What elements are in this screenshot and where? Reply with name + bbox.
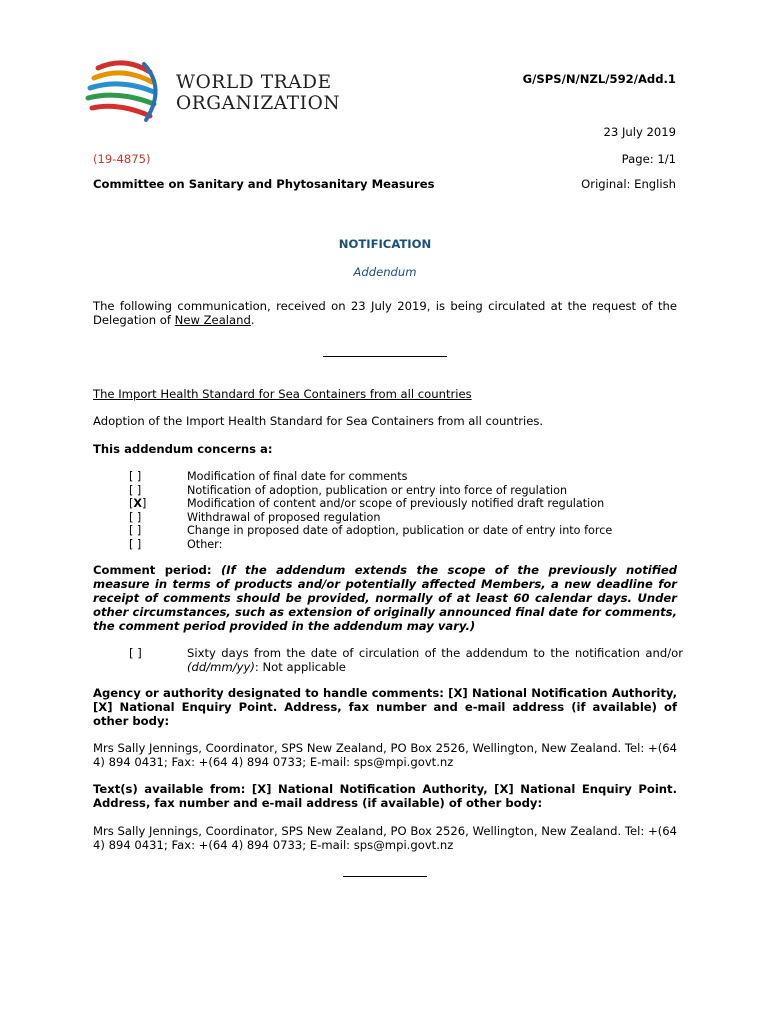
texts-available-heading: Text(s) available from: [X] National Notification Authority, [X] National Enquiry Point. Address, fax number and e-mail address (if available) of other body: bbox=[93, 782, 677, 810]
delegation-country: New Zealand bbox=[174, 313, 251, 327]
page-number: Page: 1/1 bbox=[621, 152, 676, 166]
intro-text: The following communication, received on 23 July 2019, is being circulated at the request of the Delegation of bbox=[93, 299, 677, 327]
checkbox: [ ] bbox=[129, 537, 142, 551]
document-number: (19-4875) bbox=[93, 152, 151, 166]
comment-period-option bbox=[187, 646, 683, 674]
end-divider bbox=[343, 876, 427, 877]
checkbox-label: Change in proposed date of adoption, publication or date of entry into force bbox=[187, 524, 613, 537]
checkbox-open: [ bbox=[129, 497, 134, 510]
wto-emblem-icon bbox=[84, 58, 174, 128]
document-date: 23 July 2019 bbox=[603, 125, 676, 139]
comment-period-text: (If the addendum extends the scope of the previously notified measure in terms of products and/or potentially affected Members, a new deadline for receipt of comments should be provided, normally of at least 60 calendar days. Under other circumstances, such as extension of originally announced final date for comments, the comment period provided in the addendum may vary.) bbox=[93, 563, 677, 633]
divider bbox=[323, 356, 447, 357]
checkbox-label: Modification of content and/or scope of previously notified draft regulation bbox=[187, 497, 605, 510]
checkbox-checked bbox=[129, 497, 169, 511]
checkbox: [ ] bbox=[129, 646, 142, 660]
subject-title: The Import Health Standard for Sea Containers from all countries bbox=[93, 387, 472, 401]
texts-available-contact: Mrs Sally Jennings, Coordinator, SPS New Zealand, PO Box 2526, Wellington, New Zealand. Tel: +(64 4) 894 0431; Fax: +(64 4) 894 0733; E-mail: sps@mpi.govt.nz bbox=[93, 824, 677, 852]
agency-contact: Mrs Sally Jennings, Coordinator, SPS New Zealand, PO Box 2526, Wellington, New Zealand. Tel: +(64 4) 894 0431; Fax: +(64 4) 894 0733; E-mail: sps@mpi.govt.nz bbox=[93, 741, 677, 769]
original-language: Original: English bbox=[581, 177, 676, 191]
notification-heading: NOTIFICATION bbox=[338, 237, 432, 251]
agency-heading: Agency or authority designated to handle comments: [X] National Notification Authority, [X] National Enquiry Point. Address, fax number and e-mail address (if available) of other body: bbox=[93, 686, 677, 728]
comment-period bbox=[93, 563, 677, 633]
committee-name: Committee on Sanitary and Phytosanitary Measures bbox=[93, 177, 435, 191]
document-symbol: G/SPS/N/NZL/592/Add.1 bbox=[522, 72, 676, 86]
concerns-heading: This addendum concerns a: bbox=[93, 442, 273, 456]
organization-name bbox=[176, 72, 340, 114]
checkbox: [ ] bbox=[129, 483, 142, 497]
comment-option-text: Sixty days from the date of circulation of the addendum to the notification and/or bbox=[187, 646, 683, 660]
comment-option-value: : Not applicable bbox=[254, 660, 346, 674]
checkbox-label: Withdrawal of proposed regulation bbox=[187, 510, 381, 524]
subject-description: Adoption of the Import Health Standard for Sea Containers from all countries. bbox=[93, 414, 544, 428]
checkbox-mark: X bbox=[133, 497, 143, 510]
checkbox: [ ] bbox=[129, 510, 142, 524]
checkbox: [ ] bbox=[129, 524, 142, 537]
checkbox-close: ] bbox=[142, 497, 147, 510]
comment-period-label: Comment period: bbox=[93, 563, 221, 577]
checkbox-label: Other: bbox=[187, 537, 223, 551]
org-name-line2: ORGANIZATION bbox=[176, 93, 341, 114]
checkbox-label: Notification of adoption, publication or entry into force of regulation bbox=[187, 483, 568, 497]
checkbox-label: Modification of final date for comments bbox=[187, 470, 408, 483]
comment-option-date: (dd/mm/yy) bbox=[187, 660, 255, 674]
addendum-subheading: Addendum bbox=[353, 265, 417, 279]
intro-paragraph bbox=[93, 299, 677, 327]
checkbox: [ ] bbox=[129, 470, 142, 483]
org-name-line1: WORLD TRADE bbox=[176, 72, 332, 93]
intro-end: . bbox=[250, 313, 255, 327]
